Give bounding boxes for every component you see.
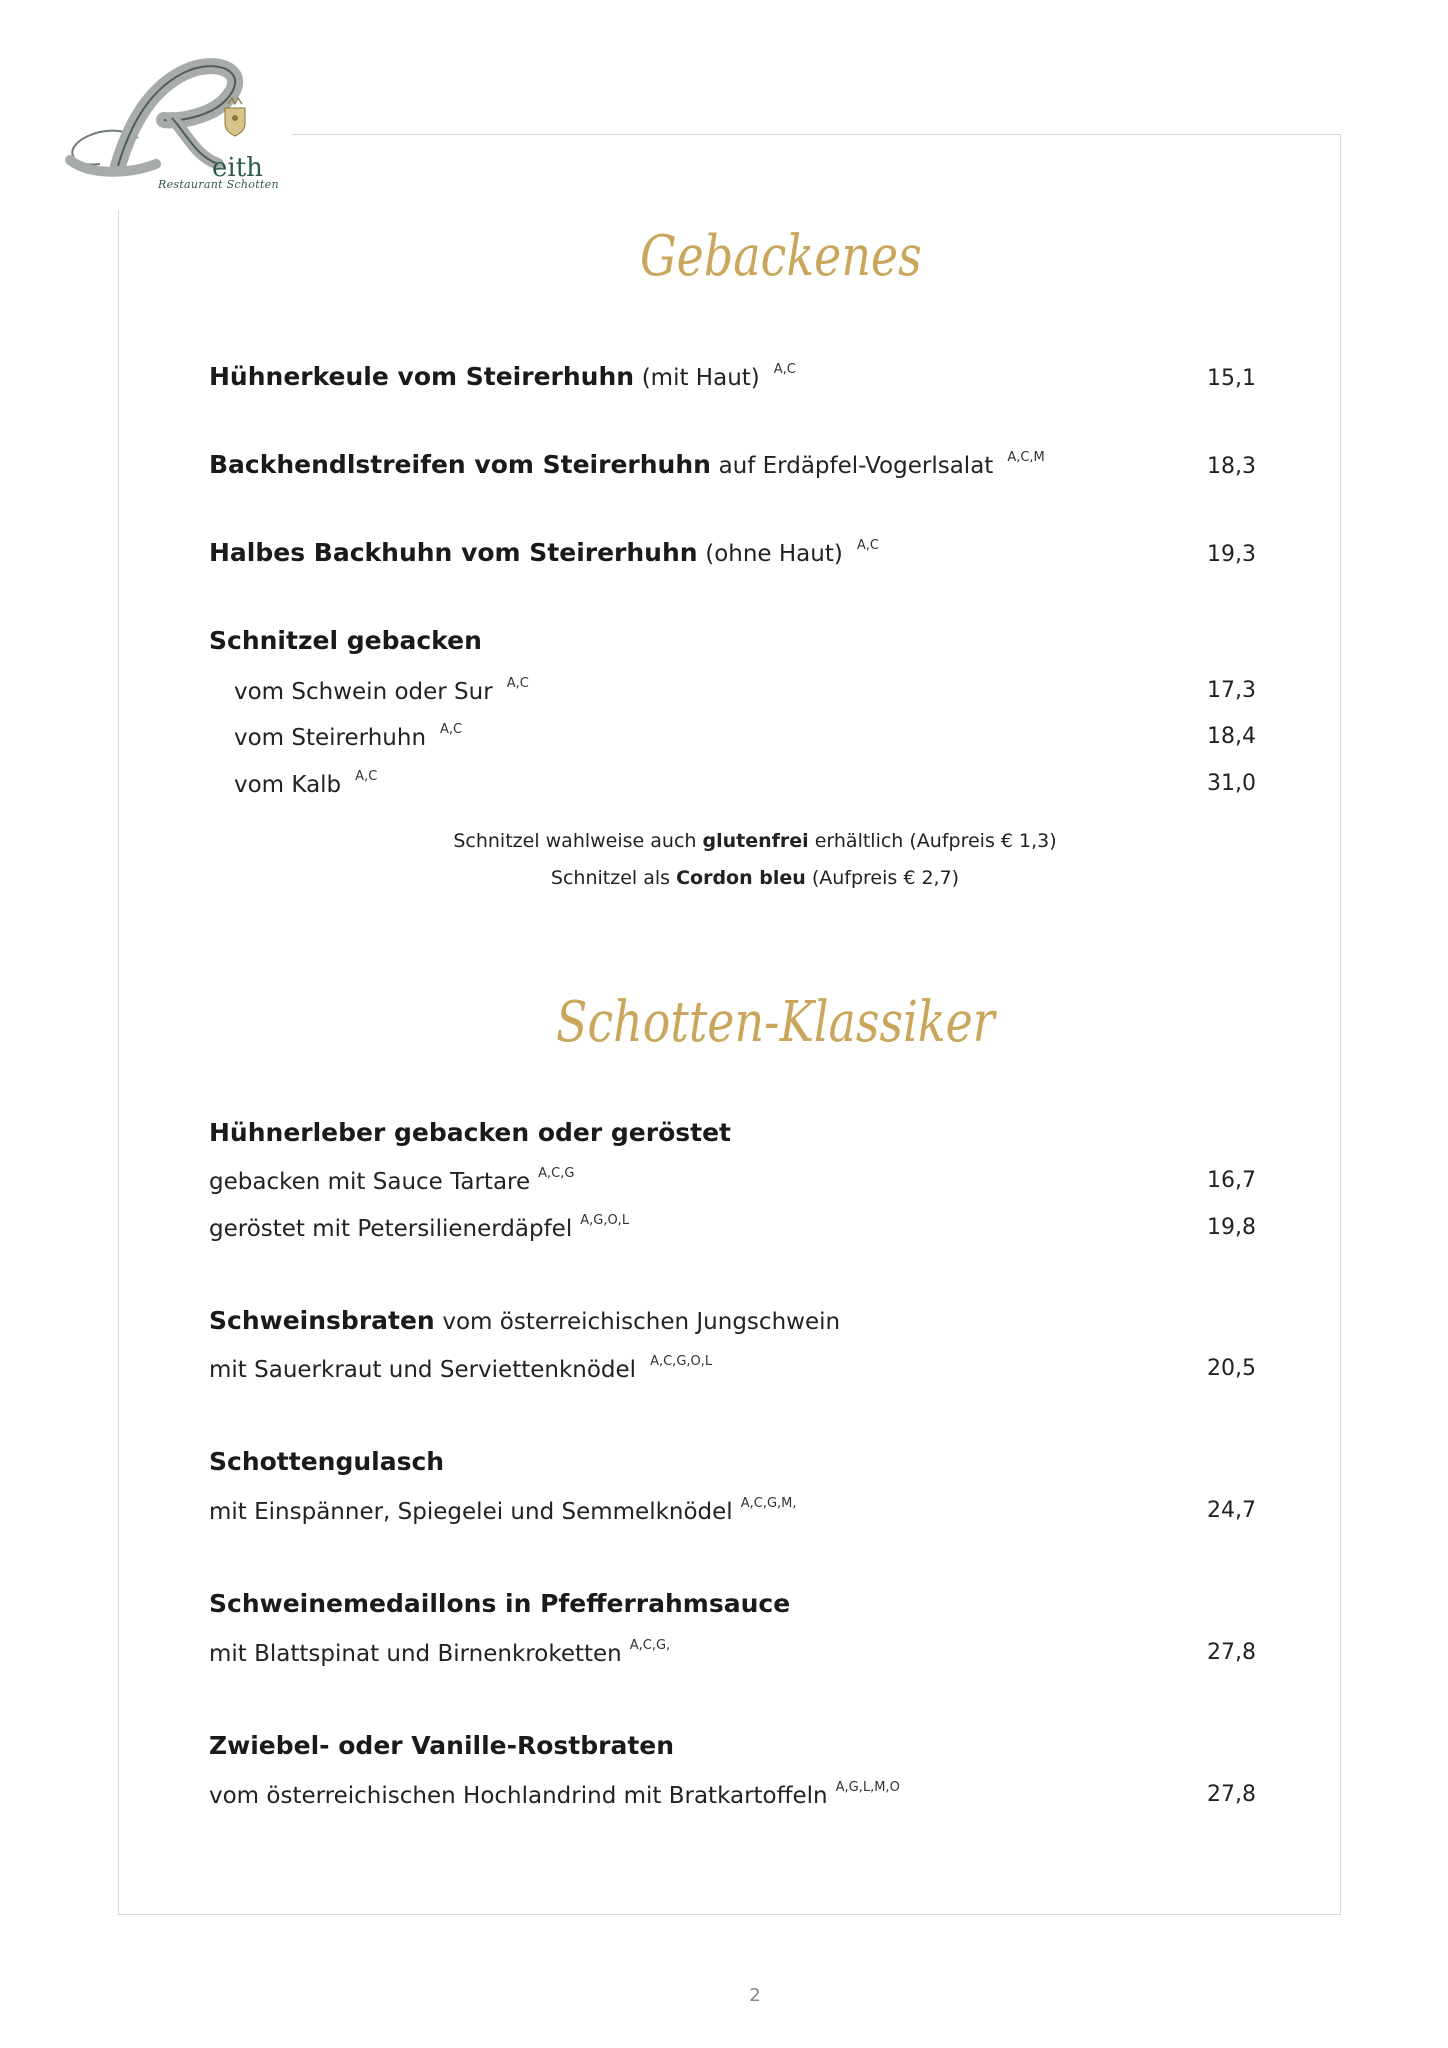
variant-desc: gebacken mit Sauce Tartare — [209, 1169, 531, 1195]
dish-name: Hühnerleber gebacken oder geröstet — [209, 1118, 732, 1147]
menu-item — [209, 1731, 1256, 1771]
menu-note: Schnitzel als Cordon bleu (Aufpreis € 2,7) — [550, 867, 960, 889]
price: 18,3 — [1207, 454, 1256, 479]
menu-item — [209, 1589, 1256, 1629]
menu-variant — [209, 1166, 1256, 1206]
menu-variant — [234, 722, 1256, 762]
price: 19,3 — [1207, 542, 1256, 567]
variant-desc: mit Sauerkraut und Serviettenknödel — [209, 1357, 637, 1383]
dish-desc: auf Erdäpfel-Vogerlsalat — [718, 453, 994, 479]
dish-name: Schweinemedaillons in Pfefferrahmsauce — [209, 1589, 791, 1618]
dish-name: Hühnerkeule vom Steirerhuhn — [209, 362, 635, 391]
price: 27,8 — [1207, 1782, 1256, 1807]
variant-desc: vom Kalb — [234, 772, 342, 798]
allergen-codes: A,C — [773, 362, 796, 377]
menu-item — [209, 1447, 1256, 1487]
menu-variant — [209, 1213, 1256, 1253]
menu-variant — [234, 769, 1256, 809]
menu-item — [209, 450, 1256, 490]
allergen-codes: A,C,G,M, — [740, 1496, 797, 1511]
frame-line-right — [1340, 134, 1341, 1914]
menu-variant — [209, 1638, 1256, 1678]
allergen-codes: A,G,L,M,O — [835, 1780, 900, 1795]
dish-name: Backhendlstreifen vom Steirerhuhn — [209, 450, 711, 479]
dish-desc: vom österreichischen Jungschwein — [442, 1309, 841, 1335]
menu-variant — [209, 1354, 1256, 1394]
variant-desc: mit Blattspinat und Birnenkroketten — [209, 1641, 622, 1667]
price: 20,5 — [1207, 1356, 1256, 1381]
price: 18,4 — [1207, 724, 1256, 749]
allergen-codes: A,C,G — [538, 1166, 575, 1181]
price: 24,7 — [1207, 1498, 1256, 1523]
allergen-codes: A,C — [856, 538, 879, 553]
frame-line-top — [292, 134, 1341, 135]
allergen-codes: A,C — [355, 769, 378, 784]
price: 15,1 — [1207, 366, 1256, 391]
allergen-codes: A,C — [440, 722, 463, 737]
logo-subtitle: Restaurant Schotten — [158, 178, 279, 191]
menu-variant — [209, 1780, 1256, 1820]
allergen-codes: A,C,M — [1007, 450, 1045, 465]
variant-desc: vom Schwein oder Sur — [234, 679, 493, 705]
price: 31,0 — [1207, 771, 1256, 796]
price: 16,7 — [1207, 1168, 1256, 1193]
menu-variant — [209, 1496, 1256, 1536]
section-title-schotten-klassiker: Schotten-Klassiker — [556, 990, 995, 1055]
dish-name: Schottengulasch — [209, 1447, 445, 1476]
menu-item — [209, 626, 1256, 666]
menu-item — [209, 1306, 1256, 1346]
price: 19,8 — [1207, 1215, 1256, 1240]
price: 27,8 — [1207, 1640, 1256, 1665]
variant-desc: vom Steirerhuhn — [234, 725, 427, 751]
page-number: 2 — [749, 1985, 761, 2006]
price: 17,3 — [1207, 678, 1256, 703]
dish-name: Zwiebel- oder Vanille-Rostbraten — [209, 1731, 675, 1760]
dish-name: Schweinsbraten — [209, 1306, 435, 1335]
dish-name: Schnitzel gebacken — [209, 626, 482, 655]
logo-wordmark: eith — [212, 153, 263, 183]
restaurant-logo — [60, 56, 275, 196]
allergen-codes: A,C,G, — [629, 1638, 671, 1653]
variant-desc: mit Einspänner, Spiegelei und Semmelknödel — [209, 1499, 733, 1525]
section-title-gebackenes: Gebackenes — [640, 224, 922, 289]
allergen-codes: A,G,O,L — [580, 1213, 630, 1228]
allergen-codes: A,C,G,O,L — [650, 1354, 713, 1369]
menu-item — [209, 362, 1256, 402]
variant-desc: geröstet mit Petersilienerdäpfel — [209, 1216, 573, 1242]
frame-line-bottom — [118, 1914, 1341, 1915]
menu-item — [209, 538, 1256, 578]
crest-icon — [225, 98, 245, 136]
menu-item — [209, 1118, 1256, 1158]
allergen-codes: A,C — [506, 676, 529, 691]
dish-desc: (mit Haut) — [641, 365, 760, 391]
menu-note: Schnitzel wahlweise auch glutenfrei erhältlich (Aufpreis € 1,3) — [453, 830, 1057, 852]
frame-line-left — [118, 210, 119, 1914]
menu-variant — [234, 676, 1256, 716]
variant-desc: vom österreichischen Hochlandrind mit Bratkartoffeln — [209, 1783, 828, 1809]
dish-name: Halbes Backhuhn vom Steirerhuhn — [209, 538, 698, 567]
dish-desc: (ohne Haut) — [705, 541, 843, 567]
